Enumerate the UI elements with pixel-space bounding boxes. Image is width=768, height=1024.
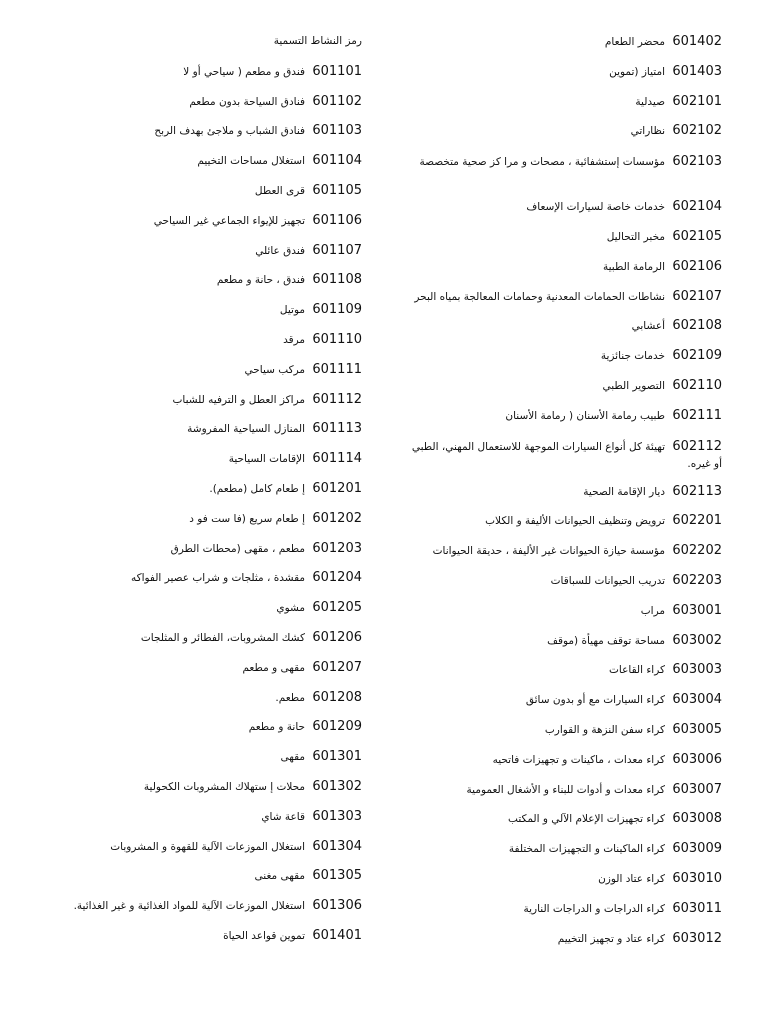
activity-label: فندق عائلي [255,244,306,257]
activity-label: تموين قواعد الحياة [223,929,306,942]
activity-label: مطعم. [275,691,306,704]
activity-entry [402,123,722,153]
activity-entry [52,541,362,571]
activity-entry [402,931,722,961]
activity-label: كراء عتاد الوزن [598,872,666,885]
activity-entry [52,511,362,541]
activity-entry [52,779,362,809]
activity-code: 601208 [312,689,362,705]
column-header: رمز النشاط التسمية [273,35,362,47]
activity-entry [402,64,722,94]
activity-code: 601205 [312,600,362,616]
activity-label: ديار الإقامة الصحية [583,485,666,498]
activity-label: فندق و مطعم ( سياحي أو لا [183,65,306,78]
activity-label: أعشابي [631,320,666,333]
activity-label: كراء معدات ، ماكينات و تجهيزات فاتحيه [492,753,666,766]
activity-entry [402,722,722,752]
activity-code: 603007 [672,781,722,797]
activity-code: 603011 [672,900,722,916]
activity-label: مرقد [283,333,306,346]
activity-code: 602113 [672,483,722,499]
activity-code: 602105 [672,228,722,244]
activity-entry [52,600,362,630]
activity-code: 601401 [312,927,362,943]
activity-code: 601111 [312,361,362,377]
activity-code: 602110 [672,377,722,393]
activity-label: استغلال الموزعات الآلية للقهوة و المشروبات [110,840,306,853]
activity-code: 601202 [312,510,362,526]
activity-label: كراء سفن النزهة و القوارب [544,723,666,736]
activity-code: 602202 [672,543,722,559]
activity-label: الرمامة الطبية [602,260,666,273]
activity-code: 601209 [312,719,362,735]
activity-code: 601103 [312,123,362,139]
activity-code: 601108 [312,272,362,288]
activity-label: خدمات جنائزية [600,350,666,363]
activity-code: 601306 [312,898,362,914]
activity-entry [52,690,362,720]
activity-entry [402,318,722,348]
activity-entry [402,573,722,603]
activity-code: 601109 [312,302,362,318]
activity-code: 602108 [672,318,722,334]
activity-label: مقشدة ، مثلجات و شراب عصير الفواكه [130,572,306,585]
activity-code: 601104 [312,153,362,169]
activity-entry [402,603,722,633]
activity-label: نظاراتي [630,125,666,138]
activity-entry [52,749,362,779]
activity-label: المنازل السياحية المفروشة [187,423,306,436]
activity-entry [402,633,722,663]
activity-entry [402,408,722,438]
activity-label: مقهى [280,751,306,764]
activity-entry [52,64,362,94]
activity-code: 601203 [312,540,362,556]
activity-code: 601101 [312,63,362,79]
activity-label: طبيب رمامة الأسنان ( رمامة الأسنان [505,409,666,422]
activity-label: محضر الطعام [604,36,666,48]
activity-label: مركب سياحي [244,363,306,376]
activity-entry [402,692,722,722]
activity-code: 602109 [672,348,722,364]
activity-label: قاعة شاي [261,810,306,823]
activity-code: 601102 [312,93,362,109]
activity-label: كشك المشروبات، الفطائر و المثلجات [140,631,306,644]
activity-code: 603008 [672,811,722,827]
activity-entry [402,94,722,124]
activity-entry [402,662,722,692]
activity-entry [52,332,362,362]
activity-entry [52,898,362,928]
activity-entry [402,543,722,573]
activity-code: 601107 [312,242,362,258]
activity-label: مؤسسة حيازة الحيوانات غير الأليفة ، حديقة الحيوانات [432,545,666,558]
activity-entry [52,630,362,660]
activity-label: فنادق السياحة بدون مطعم [189,95,306,108]
activity-entry [402,811,722,841]
activity-entry [402,348,722,378]
activity-entry [402,901,722,931]
activity-code: 601110 [312,331,362,347]
activity-code: 603002 [672,632,722,648]
activity-entry [52,868,362,898]
activity-code: 601302 [312,778,362,794]
activity-code: 603006 [672,751,722,767]
activity-code: 601106 [312,212,362,228]
activity-label: فنادق الشباب و ملاجئ بهدف الربح [154,125,306,138]
activity-code: 601207 [312,659,362,675]
activity-label: الإقامات السياحية [228,453,306,466]
activity-label: امتياز (تموين [609,65,666,78]
activity-code: 603005 [672,721,722,737]
activity-entry [52,392,362,422]
activity-label: كراء تجهيزات الإعلام الآلي و المكتب [508,813,666,826]
activity-entry [402,289,722,319]
activity-code: 601402 [672,34,722,49]
activity-code: 601206 [312,629,362,645]
activity-label: تهيئة كل أنواع السيارات الموجهة للاستعمال المهني، الطبي أو غيره. [411,440,722,470]
activity-code: 601403 [672,63,722,79]
activity-label: مؤسسات إستشفائية ، مصحات و مرا كز صحية متخصصة [419,156,666,169]
activity-code: 602201 [672,513,722,529]
activity-code: 601303 [312,808,362,824]
activity-label: كراء الدراجات و الدراجات النارية [523,902,666,915]
activity-code: 602103 [672,154,722,170]
activity-label: مساحة توقف مهيأة (موقف [547,634,666,647]
activity-entry [52,272,362,302]
activity-code: 602203 [672,572,722,588]
activity-label: تدريب الحيوانات للسباقات [550,574,666,587]
activity-entry [52,719,362,749]
left-column [52,34,362,958]
activity-entry [52,123,362,153]
activity-code: 603010 [672,870,722,886]
activity-code: 601301 [312,749,362,765]
activity-label: استغلال الموزعات الآلية للمواد الغذائية و غير الغذائية. [73,900,306,913]
activity-label: كراء معدات و أدوات للبناء و الأشغال العمومية [466,783,666,796]
right-column [402,34,722,960]
activity-label: فندق ، حانة و مطعم [216,274,306,287]
activity-code: 603012 [672,930,722,946]
activity-entry [52,213,362,243]
activity-code: 602102 [672,123,722,139]
activity-entry [52,243,362,273]
activity-label: إ طعام سريع (فا ست فو د [189,512,306,525]
activity-label: موتيل [279,304,306,317]
activity-code: 601113 [312,421,362,437]
activity-code: 602104 [672,199,722,215]
activity-label: حانة و مطعم [248,721,306,734]
activity-label: محلات إ ستهلاك المشروبات الكحولية [143,780,306,793]
activity-label: كراء عتاد و تجهيز التخييم [557,932,666,945]
activity-entry [402,199,722,229]
activity-code: 602112 [672,438,722,454]
activity-code: 602106 [672,258,722,274]
activity-label: مراب [640,604,666,617]
activity-code: 603003 [672,662,722,678]
activity-label: مقهى مغنى [254,870,306,883]
activity-label: نشاطات الحمامات المعدنية وحمامات المعالجة بمياه البحر [414,290,666,303]
activity-label: مشوي [276,602,306,615]
activity-label: كراء السيارات مع أو بدون سائق [525,694,666,707]
activity-code: 601204 [312,570,362,586]
activity-label: قرى العطل [254,184,306,197]
activity-entry [402,378,722,408]
activity-entry [52,928,362,958]
activity-entry [402,484,722,514]
activity-code: 602101 [672,93,722,109]
activity-code: 603004 [672,692,722,708]
activity-label: كراء الماكينات و التجهيزات المختلفة [508,843,666,856]
activity-label: مراكز العطل و الترفيه للشباب [172,393,306,406]
activity-code: 602107 [672,288,722,304]
activity-code: 601105 [312,182,362,198]
activity-entry [52,481,362,511]
activity-label: ترويض وتنظيف الحيوانات الأليفة و الكلاب [485,515,666,528]
activity-entry [402,259,722,289]
activity-entry [52,302,362,332]
activity-entry [402,153,722,199]
activity-entry [402,513,722,543]
activity-entry [52,362,362,392]
activity-label: التصوير الطبي [602,379,666,392]
activity-entry [52,153,362,183]
activity-entry [402,34,722,64]
activity-label: استغلال مساحات التخييم [197,155,306,168]
activity-entry [402,752,722,782]
activity-code: 601305 [312,868,362,884]
activity-label: مطعم ، مقهى (محطات الطرق [170,542,306,555]
activity-entry [402,871,722,901]
activity-code: 602111 [672,407,722,423]
activity-entry [52,421,362,451]
activity-label: مقهى و مطعم [242,661,306,674]
activity-label: إ طعام كامل (مطعم). [209,482,306,495]
activity-entry [52,451,362,481]
activity-code: 601304 [312,838,362,854]
activity-label: صيدلية [635,95,666,108]
activity-label: تجهيز للإيواء الجماعي غير السياحي [153,214,306,227]
activity-entry [52,94,362,124]
activity-entry [402,438,722,484]
activity-entry [52,660,362,690]
activity-code: 601201 [312,480,362,496]
activity-code: 603009 [672,841,722,857]
activity-code: 603001 [672,602,722,618]
activity-entry [52,570,362,600]
activity-label: مخبر التحاليل [606,230,666,243]
activity-label: كراء القاعات [609,664,666,677]
activity-entry [402,841,722,871]
activity-label: خدمات خاصة لسيارات الإسعاف [526,201,666,214]
activity-entry [52,839,362,869]
activity-entry [402,229,722,259]
activity-code: 601114 [312,451,362,467]
activity-entry [402,782,722,812]
activity-entry [52,809,362,839]
activity-code: 601112 [312,391,362,407]
activity-entry [52,183,362,213]
